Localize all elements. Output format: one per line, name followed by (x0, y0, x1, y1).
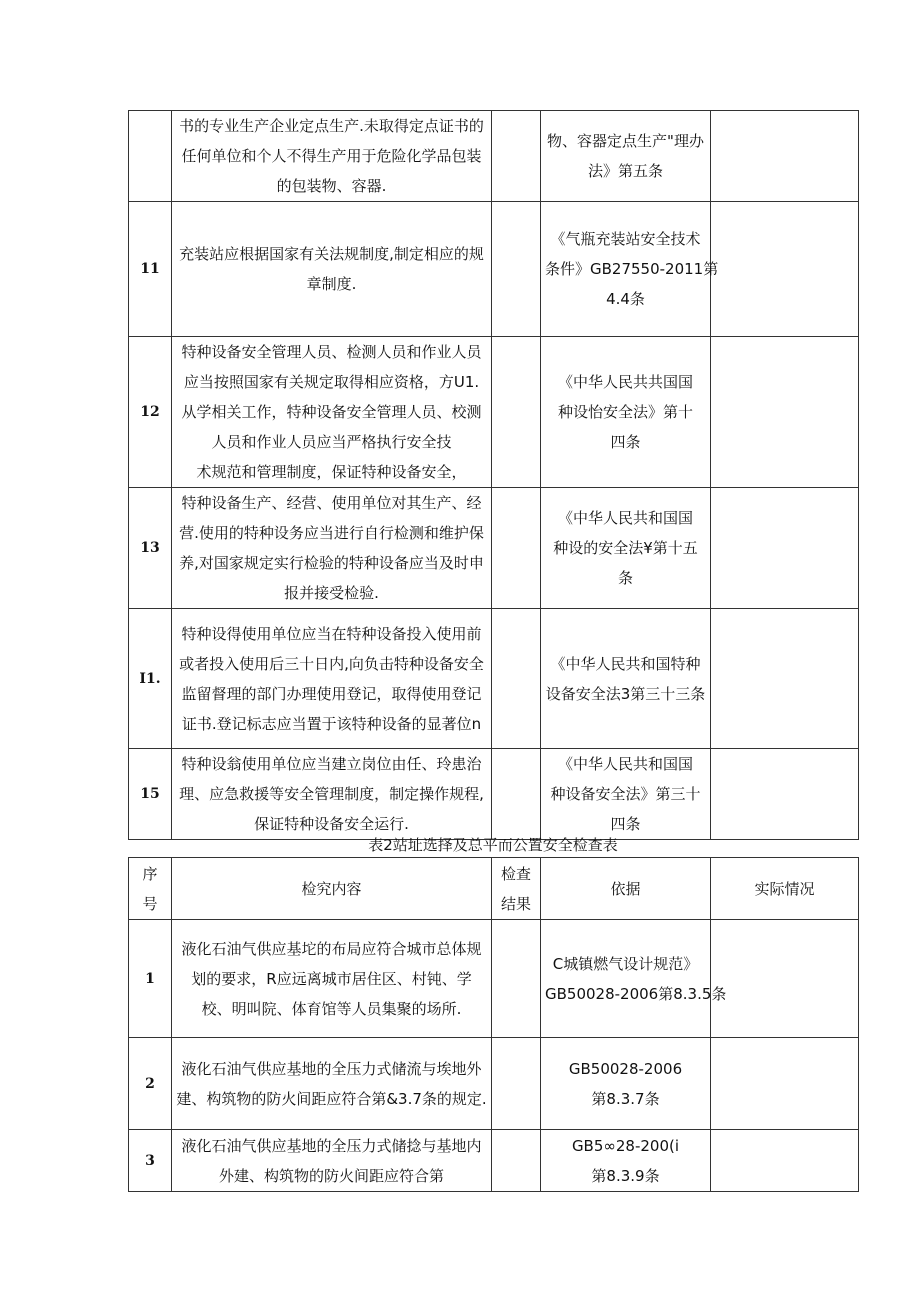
content-line: 特种设得使用单位应当在特种设备投入使用前 (181, 624, 482, 643)
row-number: 12 (129, 337, 172, 488)
table-row (129, 111, 859, 202)
check-result (492, 1130, 541, 1192)
basis-line: 《中华人民共共国国 (557, 373, 693, 391)
row-number: 13 (129, 488, 172, 609)
check-content (172, 1130, 492, 1192)
basis (541, 202, 719, 337)
row-number: 11 (129, 202, 172, 337)
content-line: 人员和作业人员应当严格执行安全技 (211, 433, 452, 451)
content-line: 证书.登记标志应当置于该特种设备的显著位n (181, 714, 482, 733)
content-line: 校、明叫院、体育馆等人员集聚的场所. (201, 999, 462, 1018)
check-result (492, 337, 541, 488)
table-row (129, 337, 859, 488)
basis-line: 第8.3.7条 (591, 1089, 660, 1108)
basis-line: 《气瓶充装站安全技术 (550, 230, 701, 248)
content-line: 章制度. (306, 275, 357, 293)
header-row (129, 858, 859, 920)
basis-line: GB50028-2006 (568, 1059, 683, 1078)
basis (541, 609, 711, 749)
content-line: 术规范和管理制度，保证特种设备安全， (196, 463, 467, 481)
content-line: 营.使用的特种设务应当进行自行检测和维护保 (179, 524, 484, 542)
table-row (129, 749, 859, 840)
content-line: 或者投入使用后三十日内,向负击特种设备安全 (179, 654, 484, 673)
basis-line: 《中华人民共和国特种 (550, 654, 701, 673)
content-line: 应当按照国家有关规定取得相应资格，方U1. (183, 373, 480, 391)
check-result (492, 749, 541, 840)
basis-line: GB50028-2006第8.3.5条 (545, 984, 727, 1003)
actual-situation (711, 1038, 859, 1130)
row-number: I1. (129, 609, 172, 749)
table-row (129, 609, 859, 749)
check-content (172, 488, 492, 609)
content-line: 任何单位和个人不得生产用于危险化学品包装 (181, 147, 482, 165)
basis (541, 337, 711, 488)
actual-situation (711, 609, 859, 749)
content-line: 液化石油气供应基地的全压力式储流与埃地外 (181, 1059, 482, 1078)
content-line: 书的专业生产企业定点生产.未取得定点证书的 (179, 117, 484, 135)
check-content (172, 609, 492, 749)
content-line: 充装站应根据国家有关法规制度,制定相应的规 (179, 245, 484, 263)
header-actual: 实际情况 (711, 858, 859, 920)
check-result (492, 488, 541, 609)
basis-line: 种设的安全法¥第十五 (553, 539, 698, 557)
actual-situation (711, 488, 859, 609)
basis-line: 四条 (610, 433, 641, 451)
basis-line: C城镇燃气设计规范》 (552, 954, 699, 973)
check-content (172, 111, 492, 202)
check-content (172, 749, 492, 840)
basis-line: 种设备安全法》第三十 (550, 785, 701, 803)
basis (541, 749, 711, 840)
basis-line: 四条 (610, 815, 641, 833)
basis (541, 488, 711, 609)
row-number: 3 (129, 1130, 172, 1192)
content-line: 特种设翁使用单位应当建立岗位由任、玲患治 (181, 755, 482, 773)
header-result: 检查 结果 (492, 858, 541, 920)
site-selection-check-table (128, 857, 859, 1192)
basis-line: GB5∞28-200(i (571, 1136, 680, 1155)
basis-line: 法》第五条 (587, 162, 663, 180)
header-num: 序 号 (129, 858, 172, 920)
content-line: 监留督理的部门办理使用登记，取得使用登记 (181, 684, 482, 703)
check-content (172, 920, 492, 1038)
check-result (492, 1038, 541, 1130)
check-result (492, 609, 541, 749)
basis-line: 种设怡安全法》第十 (557, 403, 693, 421)
content-line: 外建、构筑物的防火间距应符合第 (218, 1166, 444, 1185)
check-content (172, 1038, 492, 1130)
basis-line: 设备安全法3第三十三条 (545, 684, 706, 703)
content-line: 特种设备生产、经营、使用单位对其生产、经 (181, 494, 482, 512)
content-line: 液化石油气供应基坨的布局应符合城市总体规 (181, 939, 482, 958)
content-line: 养,对国家规定实行检验的特种设备应当及时申 (179, 554, 484, 572)
basis-line: 第8.3.9条 (591, 1166, 660, 1185)
actual-situation (711, 749, 859, 840)
check-content (172, 337, 492, 488)
content-line: 理、应急救援等安全管理制度，制定操作规程, (179, 785, 484, 803)
content-line: 液化石油气供应基地的全压力式储捻与基地内 (181, 1136, 482, 1155)
content-line: 保证特种设备安全运行. (254, 815, 409, 833)
check-table-continued (128, 110, 859, 840)
table-row (129, 920, 859, 1038)
row-number (129, 111, 172, 202)
table-row (129, 1038, 859, 1130)
basis-line: 条件》GB27550-2011第 (545, 260, 719, 278)
row-number: 15 (129, 749, 172, 840)
header-basis: 依据 (541, 858, 711, 920)
basis-line: 4.4条 (606, 290, 645, 308)
basis-line: 《中华人民共和国国 (557, 755, 693, 773)
actual-situation (711, 337, 859, 488)
content-line: 从学相关工作，特种设备安全管理人员、校测 (181, 403, 482, 421)
basis-line: 《中华人民共和国国 (557, 509, 693, 527)
basis (541, 1130, 711, 1192)
row-number: 2 (129, 1038, 172, 1130)
table-caption: 表2站址选择及总平而公置安全检查表 (368, 836, 618, 854)
header-content: 检究内容 (172, 858, 492, 920)
table-row (129, 202, 859, 337)
basis-line: 物、容器定点生产"理办 (547, 132, 704, 150)
basis (541, 920, 727, 1038)
basis (541, 111, 711, 202)
content-line: 划的要求，R应远离城市居住区、村钝、学 (191, 969, 472, 988)
actual-situation (711, 111, 859, 202)
actual-situation (711, 920, 859, 1038)
basis-line: 条 (617, 569, 633, 587)
content-line: 报并接受检验. (284, 584, 379, 602)
content-line: 特种设备安全管理人员、检测人员和作业人员 (181, 343, 482, 361)
table-row (129, 1130, 859, 1192)
check-content (172, 202, 492, 337)
check-result (492, 111, 541, 202)
content-line: 的包装物、容器. (276, 177, 387, 195)
content-line: 建、构筑物的防火间距应符合第&3.7条的规定. (176, 1089, 487, 1108)
check-result (492, 920, 541, 1038)
actual-situation (711, 1130, 859, 1192)
check-result (492, 202, 541, 337)
row-number: 1 (129, 920, 172, 1038)
basis (541, 1038, 711, 1130)
actual-situation (711, 202, 859, 337)
table-row (129, 488, 859, 609)
